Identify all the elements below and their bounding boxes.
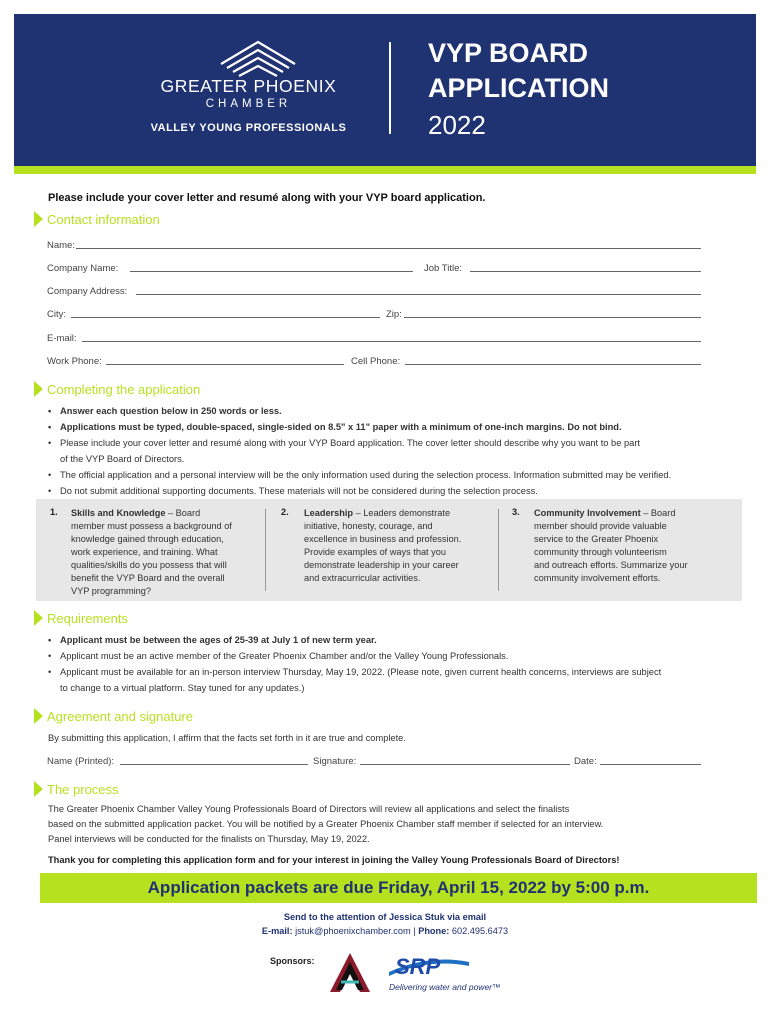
- list-item: • Applicant must be available for an in-person interview Thursday, May 19, 2022. (Please note, given current health concerns, interviews are subject: [48, 664, 748, 680]
- agreement-text: By submitting this application, I affirm that the facts set forth in it are true and complete.: [48, 733, 406, 743]
- email-field[interactable]: [82, 341, 701, 342]
- cell-phone-label: Cell Phone:: [351, 356, 401, 367]
- zip-field[interactable]: [404, 317, 701, 318]
- process-line: The Greater Phoenix Chamber Valley Young Professionals Board of Directors will review all applications and select the finalists: [48, 804, 570, 814]
- name-field[interactable]: [76, 248, 701, 249]
- requirements-bullets: [48, 632, 748, 696]
- process-heading: The process: [34, 781, 119, 797]
- question-1: Skills and Knowledge – Board member must possess a background of knowledge gained through education, work experience, and training. What qualities/skills do you possess that will benefit the VYP Board and the overall VYP programming?: [71, 508, 232, 596]
- process-line: based on the submitted application packet. You will be notified by a Greater Phoenix Chamber staff member if selected for an interview.: [48, 819, 604, 829]
- sponsors-label: Sponsors:: [270, 956, 315, 966]
- arrow-icon: [34, 708, 43, 724]
- company-field[interactable]: [130, 271, 413, 272]
- chamber-logo-icon: [213, 38, 303, 78]
- arrow-icon: [34, 381, 43, 397]
- send-to-text: Send to the attention of Jessica Stuk via email: [283, 912, 487, 922]
- city-label: City:: [47, 309, 66, 320]
- arrow-icon: [34, 211, 43, 227]
- thanks-text: Thank you for completing this application form and for your interest in joining the Valley Young Professionals Board of Directors!: [48, 855, 620, 865]
- work-phone-field[interactable]: [106, 364, 344, 365]
- org-name: GREATER PHOENIX: [160, 76, 337, 96]
- due-date-banner: Application packets are due Friday, April 15, 2022 by 5:00 p.m.: [40, 873, 757, 903]
- header-divider: [389, 42, 391, 134]
- svg-text:SRP: SRP: [395, 954, 441, 979]
- signature-label: Signature:: [313, 756, 357, 767]
- phone-number: 602.495.6473: [451, 926, 509, 936]
- date-field[interactable]: [600, 764, 701, 765]
- org-group: VALLEY YOUNG PROFESSIONALS: [150, 122, 347, 134]
- list-item: • Applicant must be an active member of the Greater Phoenix Chamber and/or the Valley Young Professionals.: [48, 648, 748, 664]
- arrow-icon: [34, 781, 43, 797]
- org-sub: CHAMBER: [205, 98, 292, 110]
- signature-field[interactable]: [360, 764, 570, 765]
- contact-heading: Contact information: [34, 211, 160, 227]
- list-item: • Do not submit additional supporting documents. These materials will not be considered during the selection process.: [48, 483, 748, 499]
- agreement-heading: Agreement and signature: [34, 708, 193, 724]
- column-divider: [265, 509, 266, 591]
- intro-text: Please include your cover letter and resumé along with your VYP board application.: [48, 192, 486, 204]
- arrow-icon: [34, 610, 43, 626]
- cell-phone-field[interactable]: [405, 364, 701, 365]
- name-printed-field[interactable]: [120, 764, 308, 765]
- list-item-continuation: of the VYP Board of Directors.: [60, 454, 185, 464]
- questions-box: [36, 499, 742, 601]
- header-accent-band: [14, 166, 756, 174]
- list-item: • Applications must be typed, double-spaced, single-sided on 8.5" x 11" paper with a minimum of one-inch margins. Do not bind.: [48, 419, 748, 435]
- process-line: Panel interviews will be conducted for the finalists on Thursday, May 19, 2022.: [48, 834, 370, 844]
- title-year: 2022: [428, 110, 486, 140]
- address-field[interactable]: [136, 294, 701, 295]
- list-item: • The official application and a personal interview will be the only information used during the selection process. Information submitted may be verified.: [48, 467, 748, 483]
- email-label: E-mail:: [47, 333, 77, 344]
- email-link[interactable]: jstuk@phoenixchamber.com: [295, 926, 411, 936]
- list-item: • Answer each question below in 250 words or less.: [48, 403, 748, 419]
- header-banner: [14, 14, 756, 166]
- column-divider: [498, 509, 499, 591]
- contact-line: E-mail: jstuk@phoenixchamber.com | Phone: 602.495.6473: [261, 926, 509, 936]
- date-label: Date:: [574, 756, 597, 767]
- page-title-line2: APPLICATION: [428, 73, 609, 103]
- job-title-label: Job Title:: [424, 263, 463, 274]
- srp-logo-icon: [389, 952, 469, 982]
- list-item: • Applicant must be between the ages of 25-39 at July 1 of new term year.: [48, 632, 748, 648]
- question-number: 1.: [50, 507, 58, 517]
- job-title-field[interactable]: [470, 271, 701, 272]
- work-phone-label: Work Phone:: [47, 356, 102, 367]
- list-item-continuation: to change to a virtual platform. Stay tuned for any updates.): [60, 683, 305, 693]
- company-label: Company Name:: [47, 263, 119, 274]
- question-2: Leadership – Leaders demonstrate initiative, honesty, courage, and excellence in business and profession. Provide examples of ways that you demonstrate leadership in your career and extracurricular activities.: [304, 508, 462, 583]
- city-field[interactable]: [71, 317, 380, 318]
- srp-tagline: Delivering water and power™: [389, 982, 501, 992]
- name-label: Name:: [47, 240, 75, 251]
- diamondbacks-logo-icon: [326, 952, 374, 994]
- address-label: Company Address:: [47, 286, 128, 297]
- question-number: 3.: [512, 507, 520, 517]
- name-printed-label: Name (Printed):: [47, 756, 115, 767]
- requirements-heading: Requirements: [34, 610, 128, 626]
- zip-label: Zip:: [386, 309, 402, 320]
- page-title-line1: VYP BOARD: [428, 38, 589, 68]
- question-number: 2.: [281, 507, 289, 517]
- completing-bullets: [48, 403, 748, 499]
- question-3: Community Involvement – Board member should provide valuable service to the Greater Phoenix community through volunteerism and outreach efforts. Summarize your community involvement efforts.: [534, 508, 688, 583]
- list-item: • Please include your cover letter and resumé along with your VYP Board application. The cover letter should describe why you want to be part: [48, 435, 748, 451]
- completing-heading: Completing the application: [34, 381, 200, 397]
